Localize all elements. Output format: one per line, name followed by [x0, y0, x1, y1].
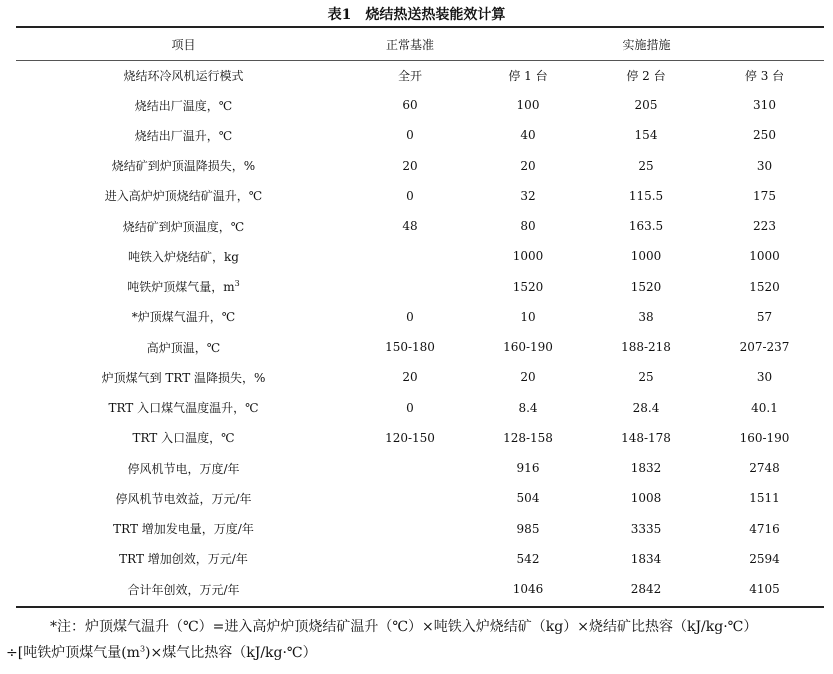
cell-stop-1: 1000 [512, 249, 544, 264]
cell-stop-2: 188-218 [621, 340, 671, 355]
table-row [16, 120, 824, 150]
row-label-text: 烧结环冷风机运行模式 [123, 68, 244, 83]
table-row [16, 514, 824, 544]
row-label-text: TRT 增加创效，万元/年 [119, 552, 248, 567]
table-row [16, 302, 824, 332]
cell-stop-2: 154 [634, 128, 658, 143]
table-row [16, 211, 824, 241]
cell-stop-3: 40.1 [751, 400, 778, 415]
table-row [16, 362, 824, 392]
cell-stop-2: 25 [638, 370, 654, 385]
footnote-line-1: *注：炉顶煤气温升（℃）=进入高炉炉顶烧结矿温升（℃）×吨铁入炉烧结矿（kg）×烧结矿比热容（kJ/kg·℃） [50, 619, 758, 635]
row-label [16, 423, 351, 453]
row-label [16, 453, 351, 483]
table-row [16, 483, 824, 513]
row-label-text: 进入高炉炉顶烧结矿温升，℃ [104, 189, 263, 204]
cell-baseline: 全开 [397, 68, 422, 83]
cell-baseline: 0 [406, 128, 414, 143]
row-label-text: 烧结矿到炉顶温降损失，% [111, 159, 256, 174]
cell-baseline: 120-150 [385, 430, 435, 445]
cell-stop-1: 停 1 台 [508, 68, 548, 83]
table-row [16, 60, 824, 90]
table-row [16, 151, 824, 181]
row-label [16, 60, 351, 90]
cell-baseline: 48 [402, 219, 418, 234]
cell-baseline: 150-180 [385, 340, 435, 355]
header-measures: 实施措施 [622, 37, 671, 52]
cell-stop-1: 20 [520, 370, 536, 385]
row-label-superscript: 3 [234, 279, 240, 289]
cell-stop-2: 148-178 [621, 430, 671, 445]
footnote-line-2-end: )×煤气比热容（kJ/kg·℃） [145, 645, 317, 661]
cell-stop-1: 160-190 [503, 340, 553, 355]
table-row [16, 453, 824, 483]
cell-stop-1: 40 [520, 128, 536, 143]
cell-stop-2: 1520 [630, 279, 662, 294]
row-label [16, 483, 351, 513]
cell-baseline: 0 [406, 400, 414, 415]
row-label-text: 停风机节电效益，万元/年 [115, 491, 252, 506]
cell-stop-2: 38 [638, 309, 654, 324]
cell-stop-2: 28.4 [632, 400, 660, 415]
cell-stop-3: 30 [756, 370, 773, 385]
footnote-line-2 [6, 640, 825, 666]
row-label [16, 574, 351, 604]
cell-stop-3: 停 3 台 [744, 68, 785, 83]
row-label [16, 544, 351, 574]
row-label-text: 烧结矿到炉顶温度，℃ [122, 219, 245, 234]
cell-stop-2: 25 [638, 158, 654, 173]
row-label-text: TRT 入口煤气温度温升，℃ [108, 401, 259, 416]
cell-stop-1: 128-158 [503, 430, 553, 445]
table-row [16, 574, 824, 604]
row-label [16, 151, 351, 181]
row-label [16, 211, 351, 241]
cell-stop-2: 1000 [630, 249, 662, 264]
cell-stop-3: 30 [756, 158, 773, 173]
cell-stop-1: 100 [516, 98, 540, 113]
cell-baseline [351, 574, 469, 604]
table-header-row [16, 28, 824, 60]
row-label-text: 炉顶煤气到 TRT 温降损失，% [101, 370, 266, 385]
cell-stop-1: 1520 [512, 279, 544, 294]
row-label-text: 合计年创效，万元/年 [127, 582, 240, 597]
table-title: 烧结热送热装能效计算 [365, 7, 506, 23]
cell-stop-3: 4105 [749, 582, 780, 597]
row-label-text: TRT 增加发电量，万度/年 [113, 522, 254, 537]
cell-baseline: 20 [402, 158, 418, 173]
cell-baseline: 20 [402, 370, 418, 385]
table-row [16, 332, 824, 362]
cell-baseline [351, 514, 469, 544]
cell-stop-3: 175 [753, 188, 776, 203]
row-label-text: 烧结出厂温度，℃ [134, 98, 233, 113]
cell-stop-2: 停 2 台 [626, 68, 666, 83]
row-label [16, 241, 351, 271]
row-label-text: 高炉顶温，℃ [146, 340, 221, 355]
header-baseline: 正常基准 [385, 37, 434, 52]
row-label-text: 停风机节电，万度/年 [127, 461, 240, 476]
row-label [16, 272, 351, 302]
table-row [16, 90, 824, 120]
row-label-text: TRT 入口温度，℃ [132, 431, 235, 446]
table-body [16, 60, 824, 604]
cell-stop-1: 8.4 [518, 400, 538, 415]
row-label [16, 514, 351, 544]
cell-baseline [351, 483, 469, 513]
cell-baseline: 60 [402, 98, 418, 113]
cell-baseline [351, 544, 469, 574]
row-label-text: *炉顶煤气温升，℃ [131, 310, 236, 325]
row-label [16, 393, 351, 423]
row-label-text: 吨铁入炉烧结矿，kg [128, 249, 239, 264]
cell-baseline [351, 453, 469, 483]
cell-stop-3: 207-237 [739, 340, 790, 355]
cell-stop-1: 32 [520, 188, 536, 203]
cell-stop-3: 4716 [749, 521, 780, 536]
row-label-text: 烧结出厂温升，℃ [134, 128, 233, 143]
table-row [16, 272, 824, 302]
cell-stop-3: 57 [756, 309, 773, 324]
bottom-rule [16, 606, 824, 608]
cell-stop-1: 10 [520, 309, 536, 324]
cell-stop-2: 3335 [630, 521, 662, 536]
table-caption [0, 4, 833, 24]
table-row [16, 181, 824, 211]
row-label [16, 332, 351, 362]
cell-stop-3: 160-190 [739, 430, 790, 445]
row-label [16, 90, 351, 120]
footnote-line-2-start: ÷[吨铁炉顶煤气量(m [6, 645, 140, 661]
cell-baseline [351, 272, 469, 302]
cell-stop-3: 1000 [749, 249, 780, 264]
cell-stop-3: 223 [753, 219, 776, 234]
cell-baseline: 0 [406, 188, 414, 203]
cell-stop-1: 504 [516, 491, 540, 506]
table-row [16, 241, 824, 271]
cell-stop-3: 310 [753, 98, 776, 113]
table-row [16, 544, 824, 574]
cell-baseline [351, 241, 469, 271]
cell-stop-1: 80 [520, 219, 536, 234]
cell-stop-1: 985 [516, 521, 540, 536]
cell-stop-3: 2594 [749, 551, 780, 566]
table-footnote [6, 614, 825, 666]
cell-stop-3: 250 [753, 128, 776, 143]
efficiency-table [16, 28, 824, 604]
table-row [16, 393, 824, 423]
cell-stop-2: 205 [634, 98, 658, 113]
cell-stop-3: 1520 [749, 279, 780, 294]
cell-stop-2: 1834 [630, 551, 662, 566]
header-item: 项目 [171, 37, 196, 52]
cell-stop-2: 1008 [630, 491, 662, 506]
footnote-superscript: 3 [139, 644, 146, 654]
row-label [16, 362, 351, 392]
cell-stop-2: 1832 [630, 461, 662, 476]
cell-stop-2: 163.5 [628, 219, 664, 234]
cell-stop-2: 115.5 [628, 188, 664, 203]
cell-stop-1: 542 [516, 551, 540, 566]
cell-stop-3: 2748 [749, 461, 780, 476]
cell-stop-1: 1046 [512, 582, 544, 597]
cell-stop-2: 2842 [630, 582, 662, 597]
cell-baseline: 0 [406, 309, 414, 324]
cell-stop-1: 20 [520, 158, 536, 173]
table-row [16, 423, 824, 453]
table-number: 表1 [327, 7, 352, 23]
cell-stop-3: 1511 [749, 491, 780, 506]
cell-stop-1: 916 [516, 461, 540, 476]
row-label [16, 120, 351, 150]
row-label [16, 302, 351, 332]
row-label [16, 181, 351, 211]
row-label-text: 吨铁炉顶煤气量，m [127, 280, 235, 295]
